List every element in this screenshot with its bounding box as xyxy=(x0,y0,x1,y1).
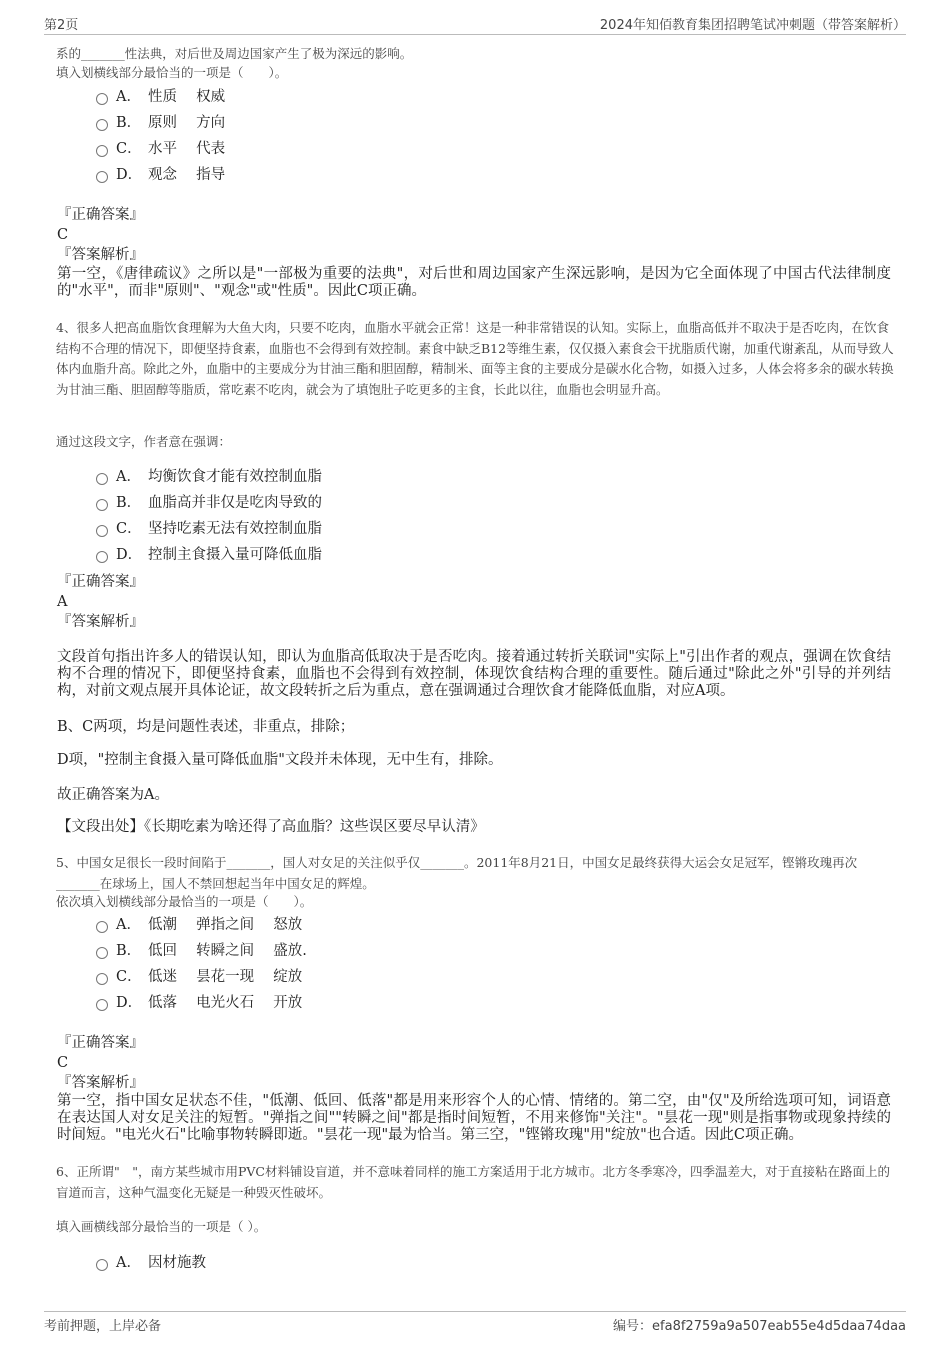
q3-answer-label: 『正确答案』 xyxy=(57,207,144,223)
q3-analysis: 第一空，《唐律疏议》之所以是"一部极为重要的法典"，对后世和周边国家产生深远影响，是因为它全面体现了中国古代法律制度的"水平"，而非"原则"、"观念"或"性质"。因此C项正确。 xyxy=(57,266,891,299)
radio-icon[interactable] xyxy=(96,93,108,105)
q5-option-a[interactable]: A． 低潮 弹指之间 怒放 xyxy=(96,915,302,935)
q5-answer-label: 『正确答案』 xyxy=(57,1035,144,1051)
q4-analysis-paragraph: 故正确答案为A。 xyxy=(57,787,169,803)
q6-question: 填入画横线部分最恰当的一项是（ ）。 xyxy=(56,1219,267,1234)
q5-option-c[interactable]: C． 低迷 昙花一现 绽放 xyxy=(96,967,302,987)
q4-question: 通过这段文字，作者意在强调： xyxy=(56,434,232,449)
q4-stem: 4、很多人把高血脂饮食理解为大鱼大肉，只要不吃肉，血脂水平就会正常！这是一种非常错误的认知。实际上，血脂高低并不取决于是否吃肉，在饮食结构不合理的情况下，即便坚持食素，血脂也不会得到有效控制。素食中缺乏B12等维生素，仅仅摄入素食会干扰脂质代谢，加重代谢紊乱，从而导致人体内血脂升高。除此之外，血脂中的主要成分为甘油三酯和胆固醇，精制米、面等主食的主要成分是碳水化合物，如摄入过多，人体会将多余的碳水转换为甘油三酯、胆固醇等脂质，常吃素不吃肉，就会为了填饱肚子吃更多的主食，长此以往，血脂也会明显升高。 xyxy=(56,320,894,397)
q4-analysis-label: 『答案解析』 xyxy=(57,614,144,630)
q4-analysis-paragraph: B、C两项，均是问题性表述，非重点，排除； xyxy=(57,719,355,735)
q3-option-b[interactable]: B． 原则 方向 xyxy=(96,113,225,133)
q4-option-b[interactable]: B． 血脂高并非仅是吃肉导致的 xyxy=(96,493,322,513)
q5-option-b[interactable]: B． 低回 转瞬之间 盛放. xyxy=(96,941,307,961)
q5-analysis-label: 『答案解析』 xyxy=(57,1075,144,1091)
q4-option-c[interactable]: C． 坚持吃素无法有效控制血脂 xyxy=(96,519,322,539)
q4-source: 【文段出处】《长期吃素为啥还得了高血脂？这些误区要尽早认清》 xyxy=(57,819,485,835)
q3-question: 填入划横线部分最恰当的一项是（ ）。 xyxy=(56,65,288,80)
q4-option-a[interactable]: A． 均衡饮食才能有效控制血脂 xyxy=(96,467,322,487)
q6-stem: 6、正所谓" "，南方某些城市用PVC材料铺设盲道，并不意味着同样的施工方案适用于北方城市。北方冬季寒冷，四季温差大，对于直接粘在路面上的盲道而言，这种气温变化无疑是一种毁灭性破坏。 xyxy=(56,1164,890,1200)
document-title: 2024年知佰教育集团招聘笔试冲刺题（带答案解析） xyxy=(599,18,906,33)
q3-analysis-label: 『答案解析』 xyxy=(57,247,144,263)
q4-answer-label: 『正确答案』 xyxy=(57,574,144,590)
q3-answer: C xyxy=(57,227,69,243)
q3-option-a[interactable]: A． 性质 权威 xyxy=(96,87,225,107)
q5-option-d[interactable]: D． 低落 电光火石 开放 xyxy=(96,993,302,1013)
q5-question: 依次填入划横线部分最恰当的一项是（ ）。 xyxy=(56,894,313,909)
q3-option-d[interactable]: D． 观念 指导 xyxy=(96,165,225,185)
radio-icon[interactable] xyxy=(96,499,108,511)
radio-icon[interactable] xyxy=(96,947,108,959)
q4-option-d[interactable]: D． 控制主食摄入量可降低血脂 xyxy=(96,545,322,565)
q6-option-a[interactable]: A． 因材施教 xyxy=(96,1253,206,1273)
radio-icon[interactable] xyxy=(96,551,108,563)
q5-answer: C xyxy=(57,1055,69,1071)
radio-icon[interactable] xyxy=(96,171,108,183)
page-footer xyxy=(44,1311,906,1334)
footer-slogan: 考前押题，上岸必备 xyxy=(44,1319,162,1334)
page-number: 第2页 xyxy=(44,18,79,33)
q4-analysis-paragraph: D项，"控制主食摄入量可降低血脂"文段并未体现，无中生有，排除。 xyxy=(57,752,503,768)
q4-answer: A xyxy=(57,594,68,610)
radio-icon[interactable] xyxy=(96,921,108,933)
radio-icon[interactable] xyxy=(96,1259,108,1271)
document-id: 编号：efa8f2759a9a507eab55e4d5daa74daa xyxy=(613,1319,906,1334)
q5-analysis: 第一空，指中国女足状态不佳，"低潮、低回、低落"都是用来形容个人的心情、情绪的。第二空，由"仅"及所给选项可知，词语意在表达国人对女足关注的短暂。"弹指之间""转瞬之间"都是指时间短暂，不用来修饰"关注"。"昙花一现"则是指事物或现象持续的时间短。"电光火石"比喻事物转瞬即逝。"昙花一现"最为恰当。第三空，"铿锵玫瑰"用"绽放"也合适。因此C项正确。 xyxy=(57,1093,891,1143)
radio-icon[interactable] xyxy=(96,119,108,131)
radio-icon[interactable] xyxy=(96,973,108,985)
q4-analysis-paragraph: 文段首句指出许多人的错误认知，即认为血脂高低取决于是否吃肉。接着通过转折关联词"实际上"引出作者的观点，强调在饮食结构不合理的情况下，即便坚持食素，血脂也不会得到有效控制，体现饮食结构合理的重要性。随后通过"除此之外"引导的并列结构，对前文观点展开具体论证，故文段转折之后为重点，意在强调通过合理饮食才能降低血脂，对应A项。 xyxy=(57,649,891,699)
q5-stem: 5、中国女足很长一段时间陷于_______，国人对女足的关注似乎仅_______。2011年8月21日，中国女足最终获得大运会女足冠军，铿锵玫瑰再次_______在球场上，国人不禁回想起当年中国女足的辉煌。 xyxy=(56,855,858,891)
radio-icon[interactable] xyxy=(96,525,108,537)
page-header xyxy=(44,14,906,35)
radio-icon[interactable] xyxy=(96,145,108,157)
radio-icon[interactable] xyxy=(96,999,108,1011)
q3-stem: 系的_______性法典，对后世及周边国家产生了极为深远的影响。 xyxy=(56,46,413,61)
radio-icon[interactable] xyxy=(96,473,108,485)
q3-option-c[interactable]: C． 水平 代表 xyxy=(96,139,225,159)
